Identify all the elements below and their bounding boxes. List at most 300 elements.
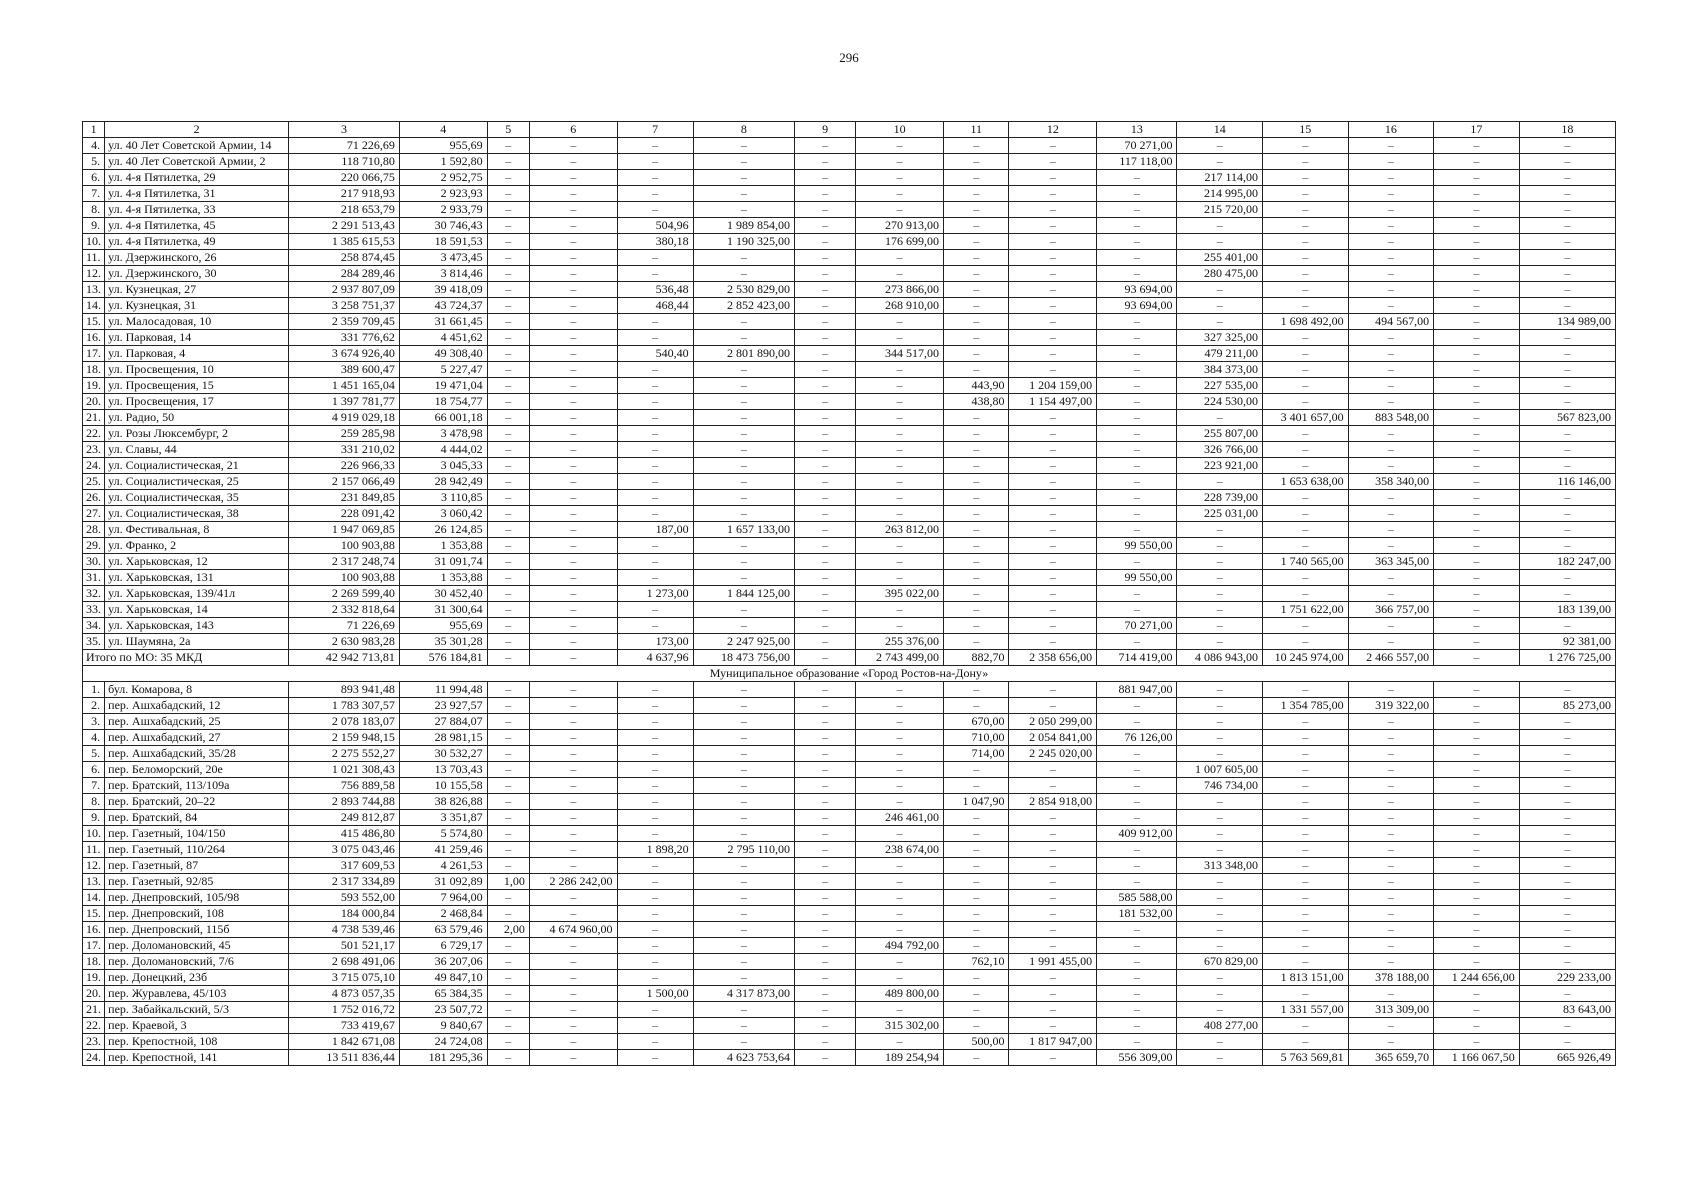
value-cell: – <box>529 618 617 634</box>
value-cell: – <box>1519 298 1615 314</box>
value-cell: – <box>1009 346 1097 362</box>
value-cell: – <box>1519 1018 1615 1034</box>
address-cell: пер. Доломановский, 7/6 <box>105 954 289 970</box>
value-cell: 71 226,69 <box>289 138 400 154</box>
value-cell: – <box>1519 682 1615 698</box>
value-cell: 118 710,80 <box>289 154 400 170</box>
value-cell: – <box>943 426 1009 442</box>
value-cell: – <box>617 938 693 954</box>
value-cell: 258 874,45 <box>289 250 400 266</box>
value-cell: – <box>1519 730 1615 746</box>
value-cell: – <box>487 186 529 202</box>
column-header-6: 6 <box>529 122 617 138</box>
value-cell: – <box>617 1018 693 1034</box>
value-cell: – <box>1434 234 1520 250</box>
value-cell: – <box>1434 570 1520 586</box>
value-cell: 182 247,00 <box>1519 554 1615 570</box>
value-cell: – <box>487 730 529 746</box>
table-row <box>83 890 1616 906</box>
value-cell: – <box>856 730 944 746</box>
value-cell: – <box>943 170 1009 186</box>
value-cell: – <box>1177 618 1263 634</box>
column-header-3: 3 <box>289 122 400 138</box>
value-cell: – <box>617 890 693 906</box>
value-cell: – <box>1434 1002 1520 1018</box>
value-cell: 1 166 067,50 <box>1434 1050 1520 1066</box>
value-cell: – <box>1009 314 1097 330</box>
value-cell: – <box>795 250 856 266</box>
value-cell: – <box>1009 330 1097 346</box>
value-cell: – <box>1097 938 1177 954</box>
row-number: 13. <box>83 874 105 890</box>
address-cell: ул. Славы, 44 <box>105 442 289 458</box>
column-header-7: 7 <box>617 122 693 138</box>
value-cell: 1 751 622,00 <box>1263 602 1349 618</box>
table-row <box>83 346 1616 362</box>
address-cell: ул. 4-я Пятилетка, 31 <box>105 186 289 202</box>
value-cell: – <box>1348 890 1434 906</box>
value-cell: – <box>617 314 693 330</box>
value-cell: – <box>617 506 693 522</box>
value-cell: – <box>529 522 617 538</box>
value-cell: 4 873 057,35 <box>289 986 400 1002</box>
value-cell: – <box>795 698 856 714</box>
value-cell: – <box>693 394 794 410</box>
total-value-cell: 4 637,96 <box>617 650 693 666</box>
value-cell: – <box>487 762 529 778</box>
table-row <box>83 714 1616 730</box>
value-cell: – <box>487 170 529 186</box>
value-cell: – <box>943 186 1009 202</box>
page-number: 296 <box>839 50 859 65</box>
value-cell: – <box>1348 922 1434 938</box>
value-cell: – <box>529 202 617 218</box>
value-cell: – <box>795 186 856 202</box>
table-row <box>83 458 1616 474</box>
value-cell: – <box>1097 458 1177 474</box>
value-cell: – <box>795 714 856 730</box>
value-cell: – <box>943 586 1009 602</box>
value-cell: – <box>856 202 944 218</box>
total-value-cell: 1 276 725,00 <box>1519 650 1615 666</box>
value-cell: – <box>795 346 856 362</box>
value-cell: 4 623 753,64 <box>693 1050 794 1066</box>
row-number: 22. <box>83 1018 105 1034</box>
value-cell: – <box>693 1034 794 1050</box>
value-cell: 2,00 <box>487 922 529 938</box>
value-cell: 1 047,90 <box>943 794 1009 810</box>
table-row <box>83 698 1616 714</box>
value-cell: – <box>529 458 617 474</box>
table-row <box>83 170 1616 186</box>
value-cell: 1 783 307,57 <box>289 698 400 714</box>
value-cell: – <box>693 474 794 490</box>
value-cell: – <box>795 938 856 954</box>
column-header-10: 10 <box>856 122 944 138</box>
value-cell: – <box>693 698 794 714</box>
value-cell: – <box>1434 938 1520 954</box>
value-cell: – <box>1177 522 1263 538</box>
address-cell: ул. Малосадовая, 10 <box>105 314 289 330</box>
value-cell: – <box>1097 314 1177 330</box>
value-cell: – <box>1348 762 1434 778</box>
value-cell: – <box>487 602 529 618</box>
table-row <box>83 202 1616 218</box>
value-cell: – <box>1434 538 1520 554</box>
table-row <box>83 554 1616 570</box>
value-cell: – <box>1009 698 1097 714</box>
value-cell: 2 078 183,07 <box>289 714 400 730</box>
value-cell: 1 592,80 <box>399 154 487 170</box>
value-cell: – <box>943 330 1009 346</box>
value-cell: – <box>795 618 856 634</box>
value-cell: – <box>1097 602 1177 618</box>
total-value-cell: – <box>795 650 856 666</box>
value-cell: – <box>1263 826 1349 842</box>
value-cell: 18 591,53 <box>399 234 487 250</box>
value-cell: – <box>617 266 693 282</box>
value-cell: – <box>529 538 617 554</box>
row-number: 11. <box>83 842 105 858</box>
address-cell: ул. Франко, 2 <box>105 538 289 554</box>
value-cell: – <box>1519 378 1615 394</box>
value-cell: – <box>1097 426 1177 442</box>
value-cell: 331 776,62 <box>289 330 400 346</box>
value-cell: – <box>1009 922 1097 938</box>
value-cell: – <box>617 1002 693 1018</box>
value-cell: – <box>1519 154 1615 170</box>
value-cell: 3 478,98 <box>399 426 487 442</box>
address-cell: ул. Социалистическая, 25 <box>105 474 289 490</box>
value-cell: 1 353,88 <box>399 570 487 586</box>
value-cell: – <box>487 362 529 378</box>
row-number: 28. <box>83 522 105 538</box>
address-cell: ул. Парковая, 4 <box>105 346 289 362</box>
value-cell: – <box>856 826 944 842</box>
row-number: 26. <box>83 490 105 506</box>
address-cell: пер. Донецкий, 23б <box>105 970 289 986</box>
value-cell: – <box>1177 1002 1263 1018</box>
value-cell: – <box>1434 1018 1520 1034</box>
value-cell: – <box>1263 746 1349 762</box>
value-cell: – <box>1009 154 1097 170</box>
value-cell: 746 734,00 <box>1177 778 1263 794</box>
address-cell: ул. Розы Люксембург, 2 <box>105 426 289 442</box>
address-cell: ул. Просвещения, 10 <box>105 362 289 378</box>
value-cell: 2 630 983,28 <box>289 634 400 650</box>
value-cell: – <box>1009 202 1097 218</box>
value-cell: – <box>529 794 617 810</box>
value-cell: 134 989,00 <box>1519 314 1615 330</box>
value-cell: 501 521,17 <box>289 938 400 954</box>
column-header-18: 18 <box>1519 122 1615 138</box>
value-cell: – <box>1348 826 1434 842</box>
address-cell: пер. Газетный, 110/264 <box>105 842 289 858</box>
value-cell: – <box>943 202 1009 218</box>
value-cell: – <box>1434 794 1520 810</box>
value-cell: 70 271,00 <box>1097 138 1177 154</box>
value-cell: – <box>795 362 856 378</box>
table-row <box>83 1034 1616 1050</box>
value-cell: – <box>1348 810 1434 826</box>
value-cell: – <box>1519 266 1615 282</box>
value-cell: – <box>487 538 529 554</box>
value-cell: – <box>1348 266 1434 282</box>
value-cell: – <box>795 554 856 570</box>
value-cell: – <box>943 826 1009 842</box>
value-cell: 4 261,53 <box>399 858 487 874</box>
value-cell: – <box>795 762 856 778</box>
value-cell: – <box>529 602 617 618</box>
value-cell: – <box>487 218 529 234</box>
value-cell: 2 854 918,00 <box>1009 794 1097 810</box>
value-cell: – <box>1263 282 1349 298</box>
value-cell: 2 245 020,00 <box>1009 746 1097 762</box>
column-header-1: 1 <box>83 122 105 138</box>
value-cell: 378 188,00 <box>1348 970 1434 986</box>
total-value-cell: 2 358 656,00 <box>1009 650 1097 666</box>
value-cell: – <box>795 1050 856 1066</box>
value-cell: 3 814,46 <box>399 266 487 282</box>
value-cell: – <box>1348 330 1434 346</box>
value-cell: – <box>617 746 693 762</box>
value-cell: – <box>1434 762 1520 778</box>
value-cell: – <box>1097 794 1177 810</box>
value-cell: – <box>529 890 617 906</box>
value-cell: – <box>1348 154 1434 170</box>
value-cell: – <box>617 778 693 794</box>
address-cell: ул. 4-я Пятилетка, 49 <box>105 234 289 250</box>
table-row <box>83 138 1616 154</box>
value-cell: 1 698 492,00 <box>1263 314 1349 330</box>
value-cell: – <box>795 490 856 506</box>
value-cell: 5 574,80 <box>399 826 487 842</box>
value-cell: – <box>487 1002 529 1018</box>
value-cell: – <box>1097 586 1177 602</box>
value-cell: 100 903,88 <box>289 570 400 586</box>
value-cell: – <box>487 586 529 602</box>
value-cell: – <box>943 874 1009 890</box>
value-cell: – <box>856 970 944 986</box>
value-cell: – <box>1348 426 1434 442</box>
value-cell: – <box>1434 714 1520 730</box>
value-cell: – <box>1097 634 1177 650</box>
value-cell: – <box>1348 362 1434 378</box>
value-cell: 70 271,00 <box>1097 618 1177 634</box>
value-cell: 366 757,00 <box>1348 602 1434 618</box>
value-cell: – <box>1434 826 1520 842</box>
value-cell: – <box>487 298 529 314</box>
value-cell: – <box>487 522 529 538</box>
address-cell: пер. Газетный, 104/150 <box>105 826 289 842</box>
value-cell: – <box>693 922 794 938</box>
value-cell: – <box>487 1034 529 1050</box>
value-cell: – <box>1434 778 1520 794</box>
value-cell: – <box>943 842 1009 858</box>
value-cell: – <box>1009 554 1097 570</box>
value-cell: – <box>1263 890 1349 906</box>
address-cell: ул. Шаумяна, 2а <box>105 634 289 650</box>
value-cell: – <box>1009 426 1097 442</box>
value-cell: 2 937 807,09 <box>289 282 400 298</box>
value-cell: – <box>693 794 794 810</box>
value-cell: – <box>693 826 794 842</box>
value-cell: 116 146,00 <box>1519 474 1615 490</box>
value-cell: 2 275 552,27 <box>289 746 400 762</box>
value-cell: – <box>1434 874 1520 890</box>
address-cell: ул. Дзержинского, 30 <box>105 266 289 282</box>
table-row <box>83 490 1616 506</box>
address-cell: ул. 4-я Пятилетка, 29 <box>105 170 289 186</box>
value-cell: 1 898,20 <box>617 842 693 858</box>
value-cell: – <box>795 922 856 938</box>
value-cell: – <box>1097 266 1177 282</box>
value-cell: 1 007 605,00 <box>1177 762 1263 778</box>
value-cell: – <box>795 506 856 522</box>
value-cell: 714,00 <box>943 746 1009 762</box>
value-cell: 224 530,00 <box>1177 394 1263 410</box>
value-cell: – <box>856 170 944 186</box>
value-cell: 5 763 569,81 <box>1263 1050 1349 1066</box>
value-cell: – <box>529 138 617 154</box>
row-number: 16. <box>83 922 105 938</box>
row-number: 14. <box>83 298 105 314</box>
value-cell: – <box>487 330 529 346</box>
value-cell: – <box>795 1018 856 1034</box>
value-cell: – <box>617 378 693 394</box>
value-cell: 255 807,00 <box>1177 426 1263 442</box>
value-cell: – <box>1263 714 1349 730</box>
value-cell: – <box>943 138 1009 154</box>
value-cell: – <box>1097 842 1177 858</box>
total-value-cell: 42 942 713,81 <box>289 650 400 666</box>
value-cell: – <box>1348 618 1434 634</box>
value-cell: 733 419,67 <box>289 1018 400 1034</box>
value-cell: – <box>943 922 1009 938</box>
value-cell: – <box>1348 746 1434 762</box>
total-label: Итого по МО: 35 МКД <box>83 650 289 666</box>
value-cell: 49 847,10 <box>399 970 487 986</box>
value-cell: – <box>529 170 617 186</box>
table-row <box>83 266 1616 282</box>
value-cell: – <box>529 554 617 570</box>
address-cell: ул. Радио, 50 <box>105 410 289 426</box>
table-row <box>83 954 1616 970</box>
value-cell: 2 923,93 <box>399 186 487 202</box>
value-cell: – <box>1348 858 1434 874</box>
value-cell: – <box>1263 170 1349 186</box>
row-number: 21. <box>83 1002 105 1018</box>
value-cell: 13 703,43 <box>399 762 487 778</box>
value-cell: 415 486,80 <box>289 826 400 842</box>
value-cell: 226 966,33 <box>289 458 400 474</box>
value-cell: – <box>1263 794 1349 810</box>
value-cell: – <box>1097 1034 1177 1050</box>
value-cell: – <box>1519 746 1615 762</box>
value-cell: – <box>1009 282 1097 298</box>
value-cell: – <box>487 234 529 250</box>
value-cell: – <box>1177 218 1263 234</box>
row-number: 7. <box>83 778 105 794</box>
address-cell: пер. Днепровский, 108 <box>105 906 289 922</box>
value-cell: – <box>1434 138 1520 154</box>
value-cell: – <box>693 906 794 922</box>
value-cell: 27 884,07 <box>399 714 487 730</box>
value-cell: – <box>795 586 856 602</box>
row-number: 29. <box>83 538 105 554</box>
value-cell: – <box>943 890 1009 906</box>
value-cell: 38 826,88 <box>399 794 487 810</box>
value-cell: – <box>856 426 944 442</box>
value-cell: – <box>1348 506 1434 522</box>
value-cell: – <box>1434 698 1520 714</box>
value-cell: – <box>617 570 693 586</box>
value-cell: – <box>1009 778 1097 794</box>
value-cell: – <box>856 266 944 282</box>
value-cell: – <box>1434 682 1520 698</box>
value-cell: – <box>795 426 856 442</box>
table-row <box>83 874 1616 890</box>
address-cell: ул. Просвещения, 15 <box>105 378 289 394</box>
address-cell: пер. Газетный, 87 <box>105 858 289 874</box>
value-cell: 665 926,49 <box>1519 1050 1615 1066</box>
value-cell: – <box>1519 346 1615 362</box>
value-cell: – <box>617 250 693 266</box>
value-cell: – <box>1263 506 1349 522</box>
value-cell: 2 530 829,00 <box>693 282 794 298</box>
total-value-cell: 10 245 974,00 <box>1263 650 1349 666</box>
value-cell: 181 295,36 <box>399 1050 487 1066</box>
value-cell: – <box>795 154 856 170</box>
value-cell: – <box>693 682 794 698</box>
table-row <box>83 234 1616 250</box>
value-cell: – <box>1434 202 1520 218</box>
value-cell: 556 309,00 <box>1097 1050 1177 1066</box>
value-cell: – <box>617 330 693 346</box>
value-cell: – <box>1434 330 1520 346</box>
value-cell: 1 657 133,00 <box>693 522 794 538</box>
value-cell: – <box>1177 922 1263 938</box>
value-cell: – <box>943 538 1009 554</box>
value-cell: – <box>943 570 1009 586</box>
value-cell: 1 947 069,85 <box>289 522 400 538</box>
value-cell: – <box>1009 410 1097 426</box>
row-number: 21. <box>83 410 105 426</box>
value-cell: – <box>1263 762 1349 778</box>
value-cell: 249 812,87 <box>289 810 400 826</box>
address-cell: ул. Харьковская, 12 <box>105 554 289 570</box>
value-cell: 443,90 <box>943 378 1009 394</box>
value-cell: – <box>1263 874 1349 890</box>
value-cell: 317 609,53 <box>289 858 400 874</box>
value-cell: – <box>487 970 529 986</box>
value-cell: – <box>529 410 617 426</box>
value-cell: 326 766,00 <box>1177 442 1263 458</box>
value-cell: – <box>617 810 693 826</box>
value-cell: 217 114,00 <box>1177 170 1263 186</box>
value-cell: – <box>856 138 944 154</box>
value-cell: – <box>1348 202 1434 218</box>
value-cell: – <box>529 810 617 826</box>
row-number: 30. <box>83 554 105 570</box>
value-cell: – <box>529 746 617 762</box>
value-cell: – <box>1263 394 1349 410</box>
value-cell: – <box>856 474 944 490</box>
value-cell: – <box>1177 970 1263 986</box>
table-row <box>83 218 1616 234</box>
value-cell: 6 729,17 <box>399 938 487 954</box>
address-cell: ул. Харьковская, 14 <box>105 602 289 618</box>
